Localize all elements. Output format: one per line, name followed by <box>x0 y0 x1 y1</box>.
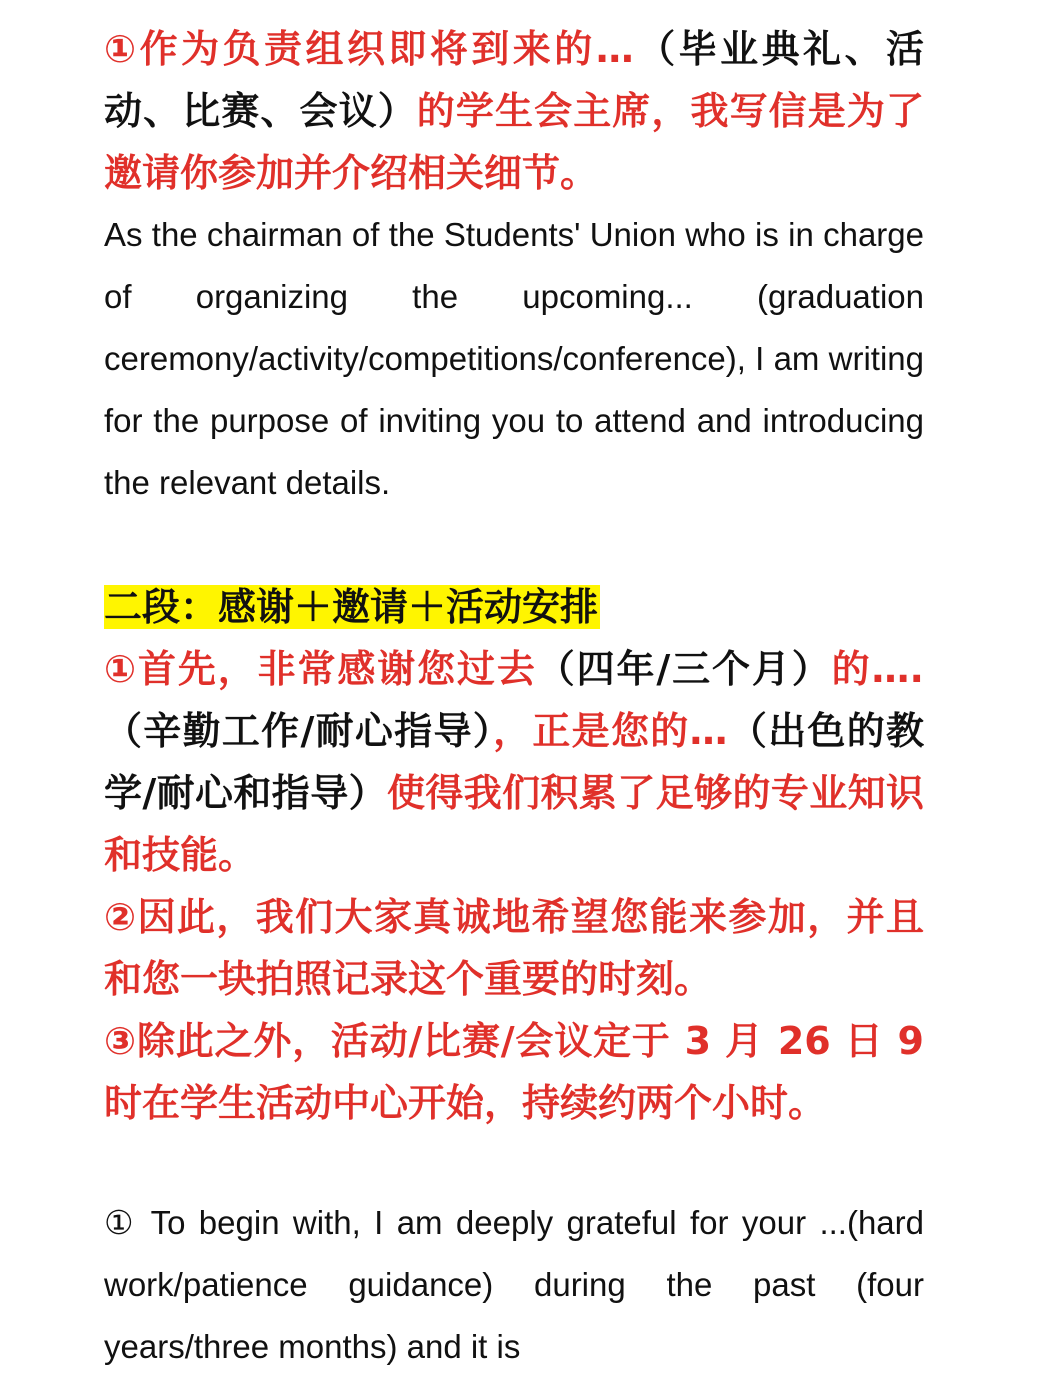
en-paragraph-item1: ① To begin with, I am deeply grateful for your ...(hard work/patience guidance) during the past (four years/three months) and it is <box>104 1204 924 1365</box>
cn-item1-part-c: 的…. <box>831 647 924 691</box>
cn-item1-part-g: 使得我们积累了足够的专业知识和技能。 <box>104 771 924 877</box>
cn-item-3: ③除此之外，活动/比赛/会议定于 3 月 26 日 9 时在学生活动中心开始，持续约两个小时。 <box>104 1019 924 1125</box>
cn-intro-part-c: 的学生会主席，我写信是为了邀请你参加并介绍相关细节。 <box>104 89 924 195</box>
cn-paragraph-intro <box>104 18 924 204</box>
cn-intro-part-b: （毕业典礼、活动、比赛、会议） <box>104 27 924 133</box>
cn-item1-part-f: （出色的教学/耐心和指导） <box>104 709 924 815</box>
cn-intro-part-a: ①作为负责组织即将到来的… <box>104 27 634 71</box>
en-paragraph-intro: As the chairman of the Students' Union who is in charge of organizing the upcoming... (graduation ceremony/activity/competitions/conference), I am writing for the purpose of inviting you to attend and introducing the relevant details. <box>104 216 924 501</box>
cn-item1-part-d: （辛勤工作/耐心指导） <box>104 709 494 753</box>
cn-item1-part-a: ①首先，非常感谢您过去 <box>104 647 537 691</box>
cn-item1-part-e: ，正是您的… <box>493 709 728 753</box>
cn-item-1 <box>104 638 924 886</box>
cn-item1-part-b: （四年/三个月） <box>536 647 832 691</box>
cn-item-2: ②因此，我们大家真诚地希望您能来参加，并且和您一块拍照记录这个重要的时刻。 <box>104 895 924 1001</box>
spacer <box>104 1134 924 1192</box>
highlighted-heading: 二段：感谢＋邀请＋活动安排 <box>104 585 599 629</box>
spacer <box>104 514 924 576</box>
document-page <box>104 18 924 1378</box>
section-heading <box>104 576 924 638</box>
